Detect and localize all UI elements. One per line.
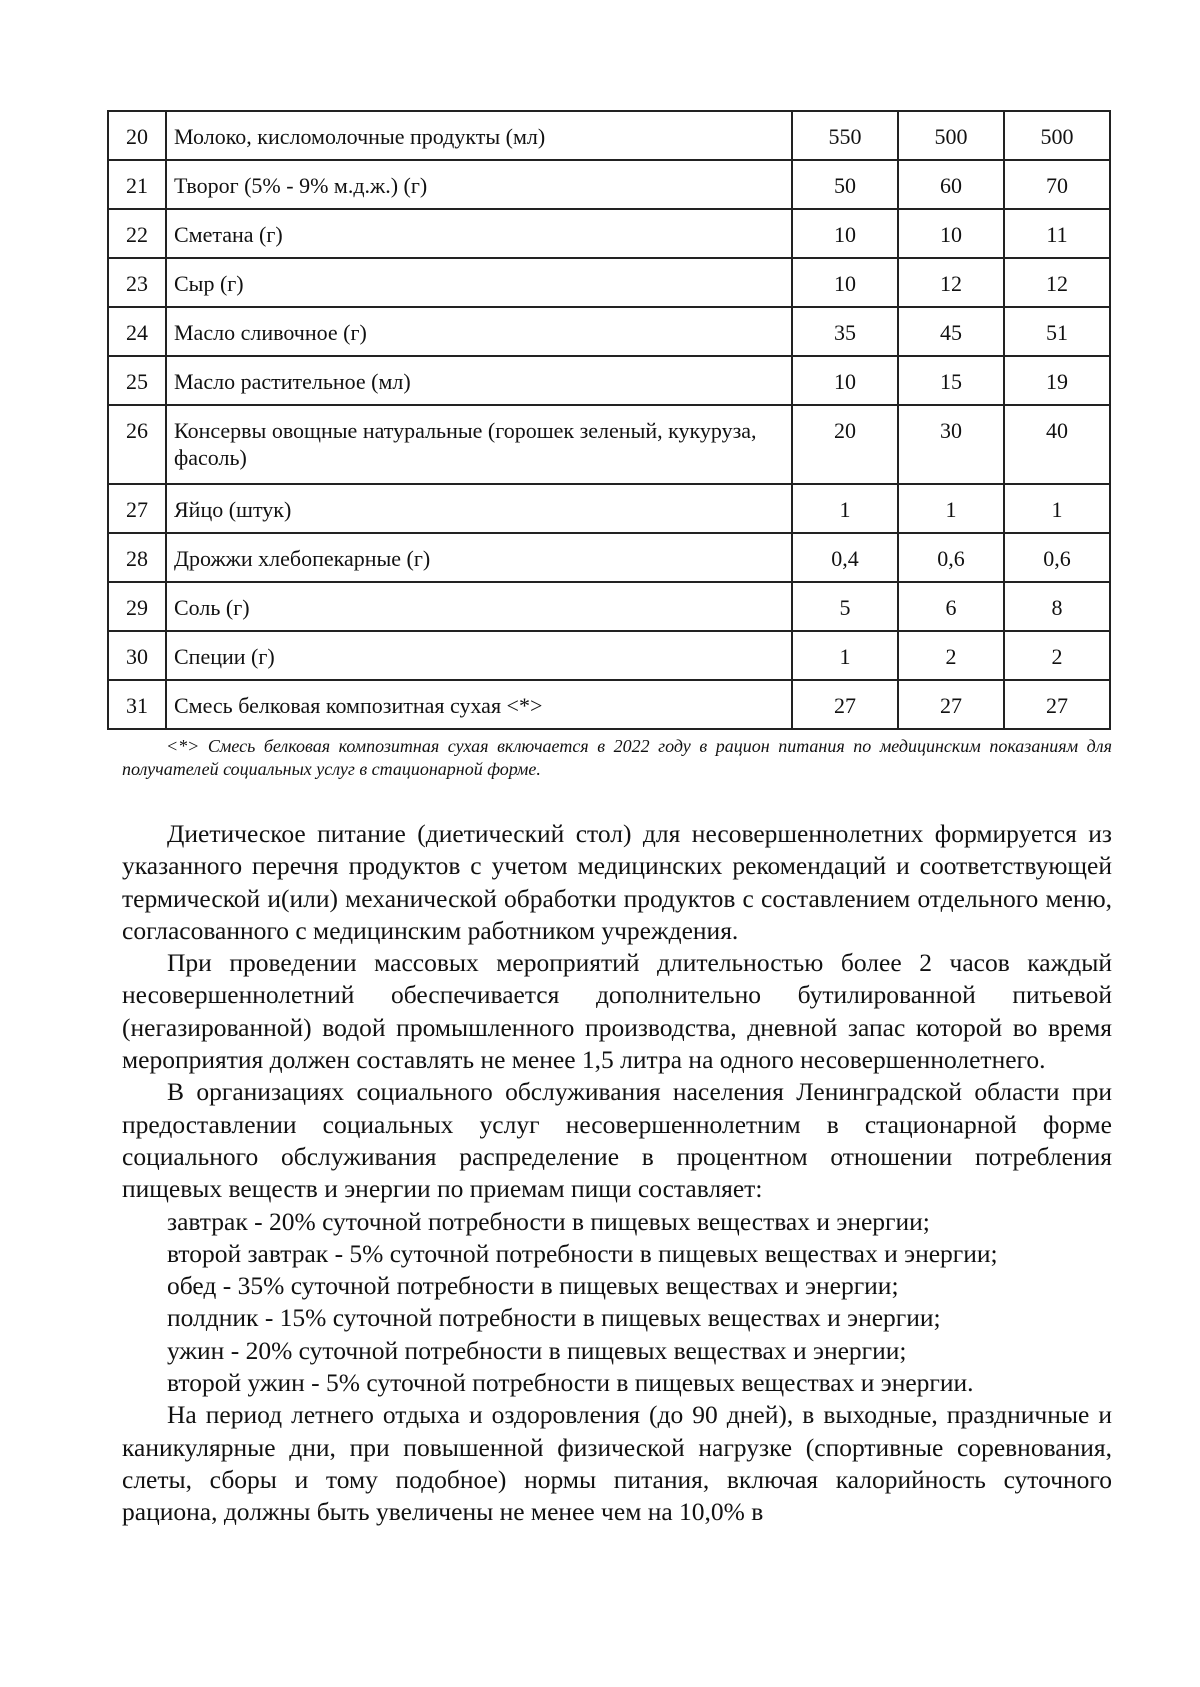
value-col-2: 27	[898, 680, 1004, 729]
value-col-2: 6	[898, 582, 1004, 631]
value-col-3: 51	[1004, 307, 1110, 356]
product-name: Масло сливочное (г)	[166, 307, 792, 356]
row-number: 31	[108, 680, 166, 729]
meal-item: второй ужин - 5% суточной потребности в пищевых веществах и энергии.	[167, 1368, 974, 1398]
value-col-2: 45	[898, 307, 1004, 356]
paragraph-diet: Диетическое питание (диетический стол) для несовершеннолетних формируется из указанного перечня продуктов с учетом медицинских рекомендаций и соответствующей термической и(или) механической обработки продуктов с составлением отдельного меню, согласованного с медицинским работником учреждения.	[122, 819, 1112, 945]
value-col-1: 5	[792, 582, 898, 631]
product-name: Смесь белковая композитная сухая <*>	[166, 680, 792, 729]
row-number: 25	[108, 356, 166, 405]
table-row	[108, 533, 1110, 582]
value-col-1: 550	[792, 111, 898, 160]
value-col-2: 30	[898, 405, 1004, 484]
table-row	[108, 111, 1110, 160]
product-name: Сыр (г)	[166, 258, 792, 307]
value-col-2: 10	[898, 209, 1004, 258]
value-col-2: 2	[898, 631, 1004, 680]
food-norms-table	[107, 110, 1111, 730]
value-col-2: 0,6	[898, 533, 1004, 582]
footnote-text: <*> Смесь белковая композитная сухая включается в 2022 году в рацион питания по медицинским показаниям для получателей социальных услуг в стационарной форме.	[122, 736, 1112, 779]
value-col-1: 0,4	[792, 533, 898, 582]
value-col-3: 27	[1004, 680, 1110, 729]
row-number: 26	[108, 405, 166, 484]
table-row	[108, 484, 1110, 533]
table-row	[108, 209, 1110, 258]
value-col-1: 10	[792, 209, 898, 258]
table-row	[108, 356, 1110, 405]
value-col-3: 11	[1004, 209, 1110, 258]
product-name: Соль (г)	[166, 582, 792, 631]
value-col-1: 1	[792, 484, 898, 533]
row-number: 22	[108, 209, 166, 258]
meal-item: ужин - 20% суточной потребности в пищевых веществах и энергии;	[167, 1335, 907, 1365]
value-col-2: 500	[898, 111, 1004, 160]
value-col-1: 10	[792, 356, 898, 405]
product-name: Молоко, кисломолочные продукты (мл)	[166, 111, 792, 160]
value-col-3: 40	[1004, 405, 1110, 484]
value-col-1: 1	[792, 631, 898, 680]
table-row	[108, 160, 1110, 209]
meal-item: завтрак - 20% суточной потребности в пищевых веществах и энергии;	[167, 1206, 930, 1236]
value-col-3: 19	[1004, 356, 1110, 405]
product-name: Творог (5% - 9% м.д.ж.) (г)	[166, 160, 792, 209]
row-number: 28	[108, 533, 166, 582]
value-col-1: 50	[792, 160, 898, 209]
body-text	[122, 818, 1112, 1529]
table-row	[108, 680, 1110, 729]
value-col-3: 70	[1004, 160, 1110, 209]
value-col-2: 60	[898, 160, 1004, 209]
value-col-3: 500	[1004, 111, 1110, 160]
value-col-1: 27	[792, 680, 898, 729]
value-col-1: 20	[792, 405, 898, 484]
value-col-3: 1	[1004, 484, 1110, 533]
value-col-3: 12	[1004, 258, 1110, 307]
product-name: Дрожжи хлебопекарные (г)	[166, 533, 792, 582]
paragraph-water: При проведении массовых мероприятий длительностью более 2 часов каждый несовершеннолетний обеспечивается дополнительно бутилированной питьевой (негазированной) водой промышленного производства, дневной запас которой во время мероприятия должен составлять не менее 1,5 литра на одного несовершеннолетнего.	[122, 948, 1112, 1075]
table-footnote	[122, 735, 1112, 781]
value-col-3: 2	[1004, 631, 1110, 680]
value-col-3: 0,6	[1004, 533, 1110, 582]
table-row	[108, 405, 1110, 484]
product-name: Яйцо (штук)	[166, 484, 792, 533]
row-number: 21	[108, 160, 166, 209]
product-name: Масло растительное (мл)	[166, 356, 792, 405]
table-row	[108, 258, 1110, 307]
row-number: 20	[108, 111, 166, 160]
product-name: Сметана (г)	[166, 209, 792, 258]
product-name: Специи (г)	[166, 631, 792, 680]
table-row	[108, 307, 1110, 356]
value-col-3: 8	[1004, 582, 1110, 631]
meal-item: обед - 35% суточной потребности в пищевых веществах и энергии;	[167, 1271, 899, 1301]
meal-item: второй завтрак - 5% суточной потребности в пищевых веществах и энергии;	[167, 1238, 998, 1268]
row-number: 30	[108, 631, 166, 680]
value-col-1: 10	[792, 258, 898, 307]
value-col-2: 15	[898, 356, 1004, 405]
paragraph-distribution: В организациях социального обслуживания населения Ленинградской области при предоставлении социальных услуг несовершеннолетним в стационарной форме социального обслуживания распределение в процентном отношении потребления пищевых веществ и энергии по приемам пищи составляет:	[122, 1077, 1112, 1204]
row-number: 23	[108, 258, 166, 307]
table-row	[108, 631, 1110, 680]
value-col-2: 1	[898, 484, 1004, 533]
product-name: Консервы овощные натуральные (горошек зеленый, кукуруза, фасоль)	[166, 405, 792, 484]
meal-item: полдник - 15% суточной потребности в пищевых веществах и энергии;	[167, 1303, 941, 1333]
value-col-2: 12	[898, 258, 1004, 307]
table-row	[108, 582, 1110, 631]
row-number: 24	[108, 307, 166, 356]
paragraph-summer: На период летнего отдыха и оздоровления (до 90 дней), в выходные, праздничные и каникулярные дни, при повышенной физической нагрузке (спортивные соревнования, слеты, сборы и тому подобное) нормы питания, включая калорийность суточного рациона, должны быть увеличены не менее чем на 10,0% в	[122, 1400, 1112, 1527]
row-number: 27	[108, 484, 166, 533]
row-number: 29	[108, 582, 166, 631]
value-col-1: 35	[792, 307, 898, 356]
